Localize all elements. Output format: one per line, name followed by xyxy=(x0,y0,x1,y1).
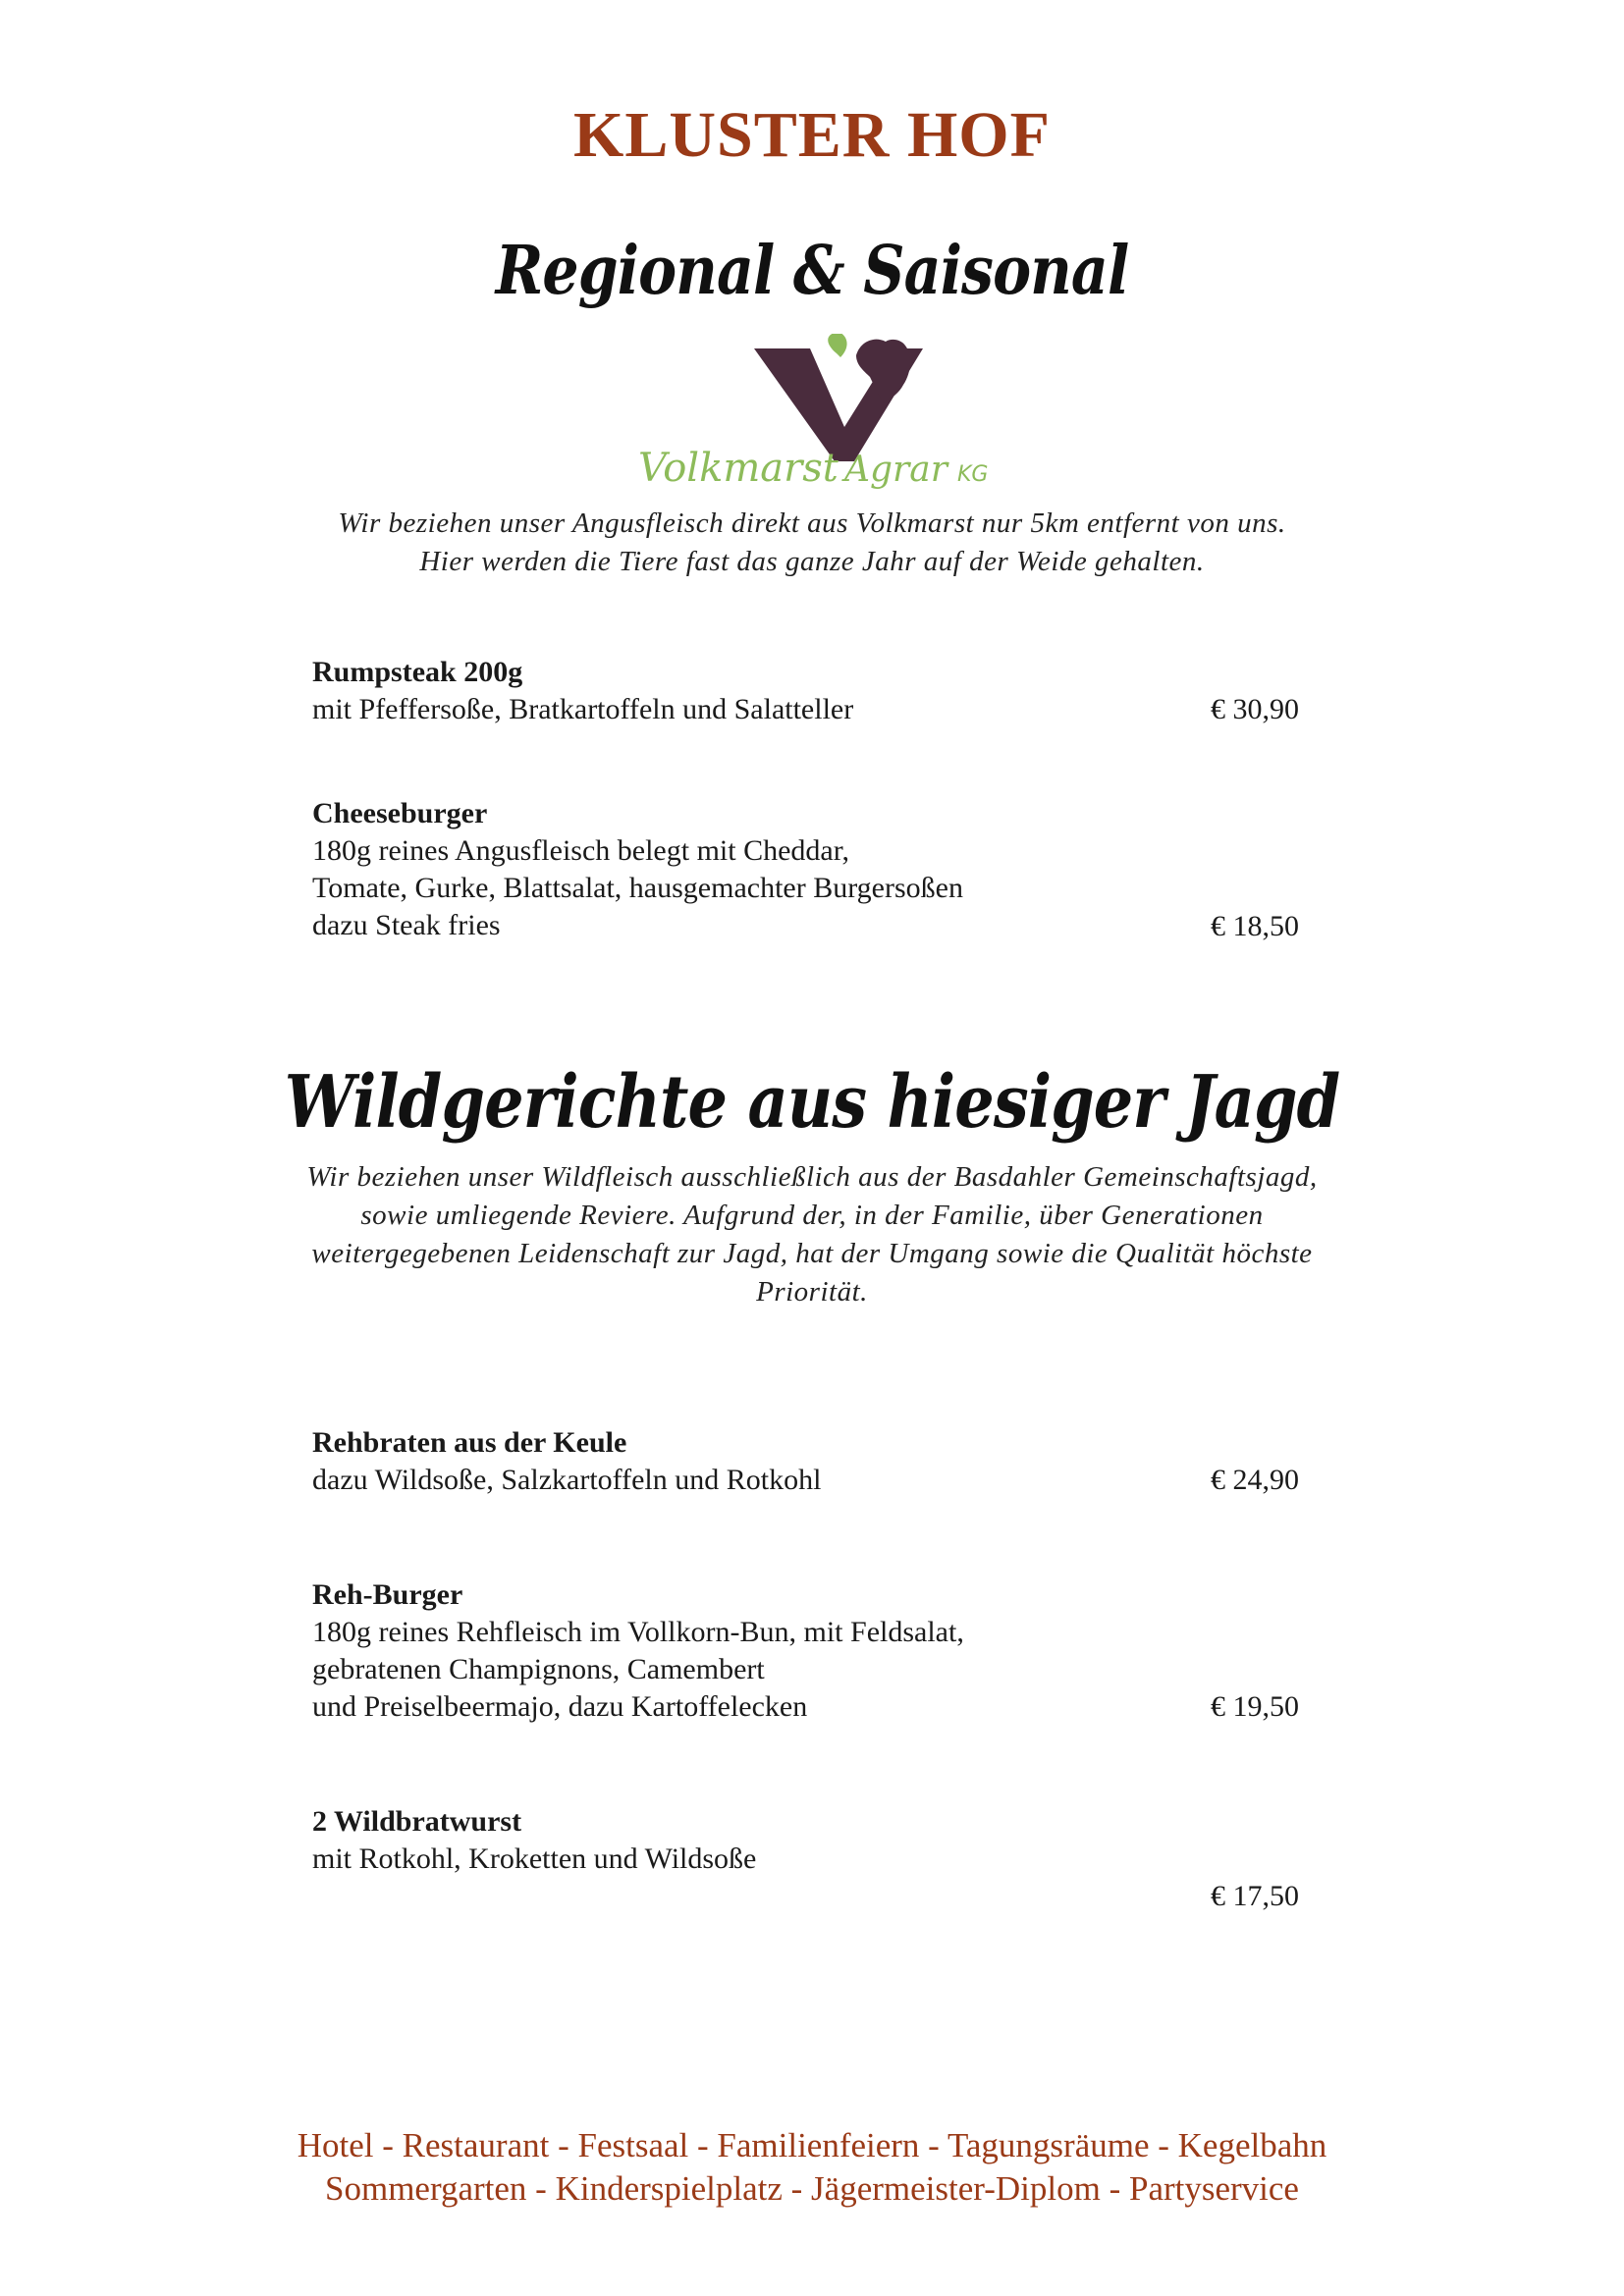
item-description: Tomate, Gurke, Blattsalat, hausgemachter Burgersoßen xyxy=(312,872,963,904)
intro-line: Hier werden die Tiere fast das ganze Jahr auf der Weide gehalten. xyxy=(419,546,1205,577)
item-name: Rehbraten aus der Keule xyxy=(312,1426,627,1459)
restaurant-name: KLUSTER HOF xyxy=(573,99,1051,171)
item-description: gebratenen Champignons, Camembert xyxy=(312,1653,765,1685)
menu-item-wildbratwurst xyxy=(312,1803,1314,1878)
section-intro-regional xyxy=(0,505,1624,581)
item-price: € 24,90 xyxy=(1211,1464,1299,1496)
item-name: Cheeseburger xyxy=(312,797,488,829)
section-title-text: Wildgerichte aus hiesiger Jagd xyxy=(284,1060,1340,1145)
logo-text-second: Agrar xyxy=(844,450,947,490)
item-description: 180g reines Angusfleisch belegt mit Cheddar, xyxy=(312,834,850,867)
section-title-wild xyxy=(0,1060,1624,1145)
intro-line: Priorität. xyxy=(756,1276,868,1308)
item-description: 180g reines Rehfleisch im Vollkorn-Bun, mit Feldsalat, xyxy=(312,1616,964,1648)
item-name: Rumpsteak 200g xyxy=(312,656,523,688)
intro-line: Wir beziehen unser Angusfleisch direkt aus Volkmarst nur 5km entfernt von uns. xyxy=(338,507,1286,539)
menu-item-rumpsteak xyxy=(312,654,1314,728)
item-price: € 18,50 xyxy=(1211,910,1299,942)
item-price: € 30,90 xyxy=(1211,693,1299,725)
section-title-text: Regional & Saisonal xyxy=(495,232,1129,310)
item-description: dazu Wildsoße, Salzkartoffeln und Rotkohl xyxy=(312,1464,822,1496)
footer-line: Sommergarten - Kinderspielplatz - Jägermeister-Diplom - Partyservice xyxy=(325,2169,1299,2208)
logo-text-suffix: KG xyxy=(957,462,989,487)
item-description: mit Rotkohl, Kroketten und Wildsoße xyxy=(312,1842,757,1875)
intro-line: weitergegebenen Leidenschaft zur Jagd, hat der Umgang sowie die Qualität höchste xyxy=(311,1238,1313,1269)
menu-item-rehbraten xyxy=(312,1424,1314,1499)
footer-services xyxy=(0,2124,1624,2211)
menu-item-reh-burger xyxy=(312,1576,1314,1726)
section-intro-wild xyxy=(0,1158,1624,1311)
item-description: und Preiselbeermajo, dazu Kartoffelecken xyxy=(312,1690,808,1723)
intro-line: sowie umliegende Reviere. Aufgrund der, in der Familie, über Generationen xyxy=(360,1200,1264,1231)
item-name: Reh-Burger xyxy=(312,1578,463,1611)
logo-text-main: Volkmarst xyxy=(638,446,839,491)
volkmarst-agrar-logo xyxy=(628,334,1021,501)
item-price: € 19,50 xyxy=(1211,1690,1299,1723)
cow-head-icon xyxy=(856,340,910,402)
section-title-regional xyxy=(0,232,1624,310)
leaf-icon xyxy=(828,334,846,357)
item-description: mit Pfeffersoße, Bratkartoffeln und Salatteller xyxy=(312,693,854,725)
item-name: 2 Wildbratwurst xyxy=(312,1805,522,1838)
footer-line: Hotel - Restaurant - Festsaal - Familienfeiern - Tagungsräume - Kegelbahn xyxy=(297,2126,1327,2164)
intro-line: Wir beziehen unser Wildfleisch ausschließlich aus der Basdahler Gemeinschaftsjagd, xyxy=(306,1161,1318,1193)
menu-item-cheeseburger xyxy=(312,795,1314,944)
item-price: € 17,50 xyxy=(1211,1880,1299,1912)
item-description: dazu Steak fries xyxy=(312,909,501,941)
